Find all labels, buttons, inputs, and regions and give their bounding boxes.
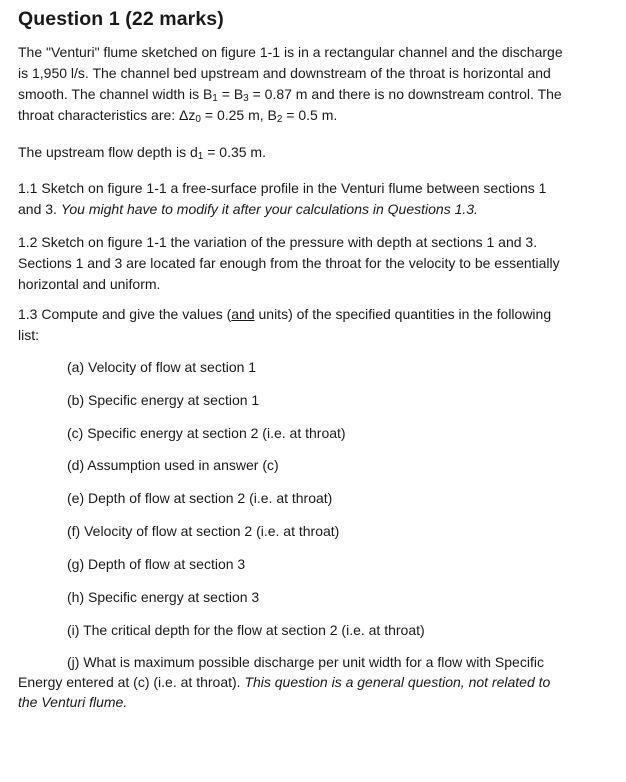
item-j-text: Energy entered at (c) (i.e. at throat). <box>18 674 245 690</box>
list-item-c: (c) Specific energy at section 2 (i.e. at throat) <box>67 425 346 441</box>
item-j-italic-note: This question is a general question, not related to <box>244 674 551 690</box>
upstream-text: The upstream flow depth is d <box>18 144 198 160</box>
list-item-a: (a) Velocity of flow at section 1 <box>67 359 257 375</box>
q13-text: 1.3 Compute and give the values ( <box>18 306 232 322</box>
intro-text: = 0.87 m and there is no downstream control. The <box>248 86 562 102</box>
intro-text: = 0.25 m, B <box>200 107 277 123</box>
intro-line-3 <box>18 84 610 105</box>
intro-text: smooth. The channel width is B <box>18 86 213 102</box>
subscript: 1 <box>212 93 218 104</box>
subscript: 2 <box>276 114 283 125</box>
question-1-1 <box>18 178 610 220</box>
list-item-g: (g) Depth of flow at section 3 <box>67 556 246 572</box>
item-j-line-2 <box>18 672 610 692</box>
subscript: 0 <box>195 114 201 125</box>
intro-text: throat characteristics are: Δz <box>18 107 196 123</box>
q11-text: and 3. <box>18 201 61 217</box>
list-item-d: (d) Assumption used in answer (c) <box>67 457 279 473</box>
item-j-line-1: (j) What is maximum possible discharge per unit width for a flow with Specific <box>67 654 544 670</box>
q13-line-1 <box>18 304 610 325</box>
list-item-h: (h) Specific energy at section 3 <box>67 589 260 605</box>
q11-italic-note: You might have to modify it after your calculations in Questions 1.3. <box>60 201 478 217</box>
q13-text: units) of the specified quantities in the following <box>254 306 552 322</box>
intro-paragraph <box>18 42 610 126</box>
q12-line-1: 1.2 Sketch on figure 1-1 the variation of the pressure with depth at sections 1 and 3. <box>18 234 538 250</box>
list-item-j <box>18 652 610 712</box>
list-item-e: (e) Depth of flow at section 2 (i.e. at throat) <box>67 490 333 506</box>
intro-text: = 0.5 m. <box>282 107 338 123</box>
q13-line-2: list: <box>18 327 39 343</box>
intro-text: = B <box>217 86 244 102</box>
item-j-line-3 <box>18 692 610 712</box>
q12-line-2: Sections 1 and 3 are located far enough from the throat for the velocity to be essentially <box>18 255 560 271</box>
subscript: 1 <box>197 151 204 162</box>
q11-line-2 <box>18 199 610 220</box>
upstream-depth-paragraph <box>18 142 610 163</box>
intro-line-4 <box>18 105 610 126</box>
list-item-b: (b) Specific energy at section 1 <box>67 392 260 408</box>
subscript: 3 <box>243 93 249 104</box>
intro-line-2: is 1,950 l/s. The channel bed upstream and downstream of the throat is horizontal and <box>18 65 551 81</box>
question-1-2 <box>18 232 610 295</box>
question-title: Question 1 (22 marks) <box>18 8 224 30</box>
list-item-i: (i) The critical depth for the flow at section 2 (i.e. at throat) <box>67 622 425 638</box>
list-item-f: (f) Velocity of flow at section 2 (i.e. at throat) <box>67 523 340 539</box>
upstream-text: = 0.35 m. <box>203 144 266 160</box>
item-j-italic-note-end: the Venturi flume. <box>18 694 128 710</box>
question-1-3 <box>18 304 610 346</box>
intro-line-1: The "Venturi" flume sketched on figure 1-1 is in a rectangular channel and the discharge <box>18 44 563 60</box>
q13-underlined-and: and <box>231 306 255 322</box>
upstream-line <box>18 142 610 163</box>
q11-line-1: 1.1 Sketch on figure 1-1 a free-surface profile in the Venturi flume between sections 1 <box>18 180 547 196</box>
q12-line-3: horizontal and uniform. <box>18 276 161 292</box>
